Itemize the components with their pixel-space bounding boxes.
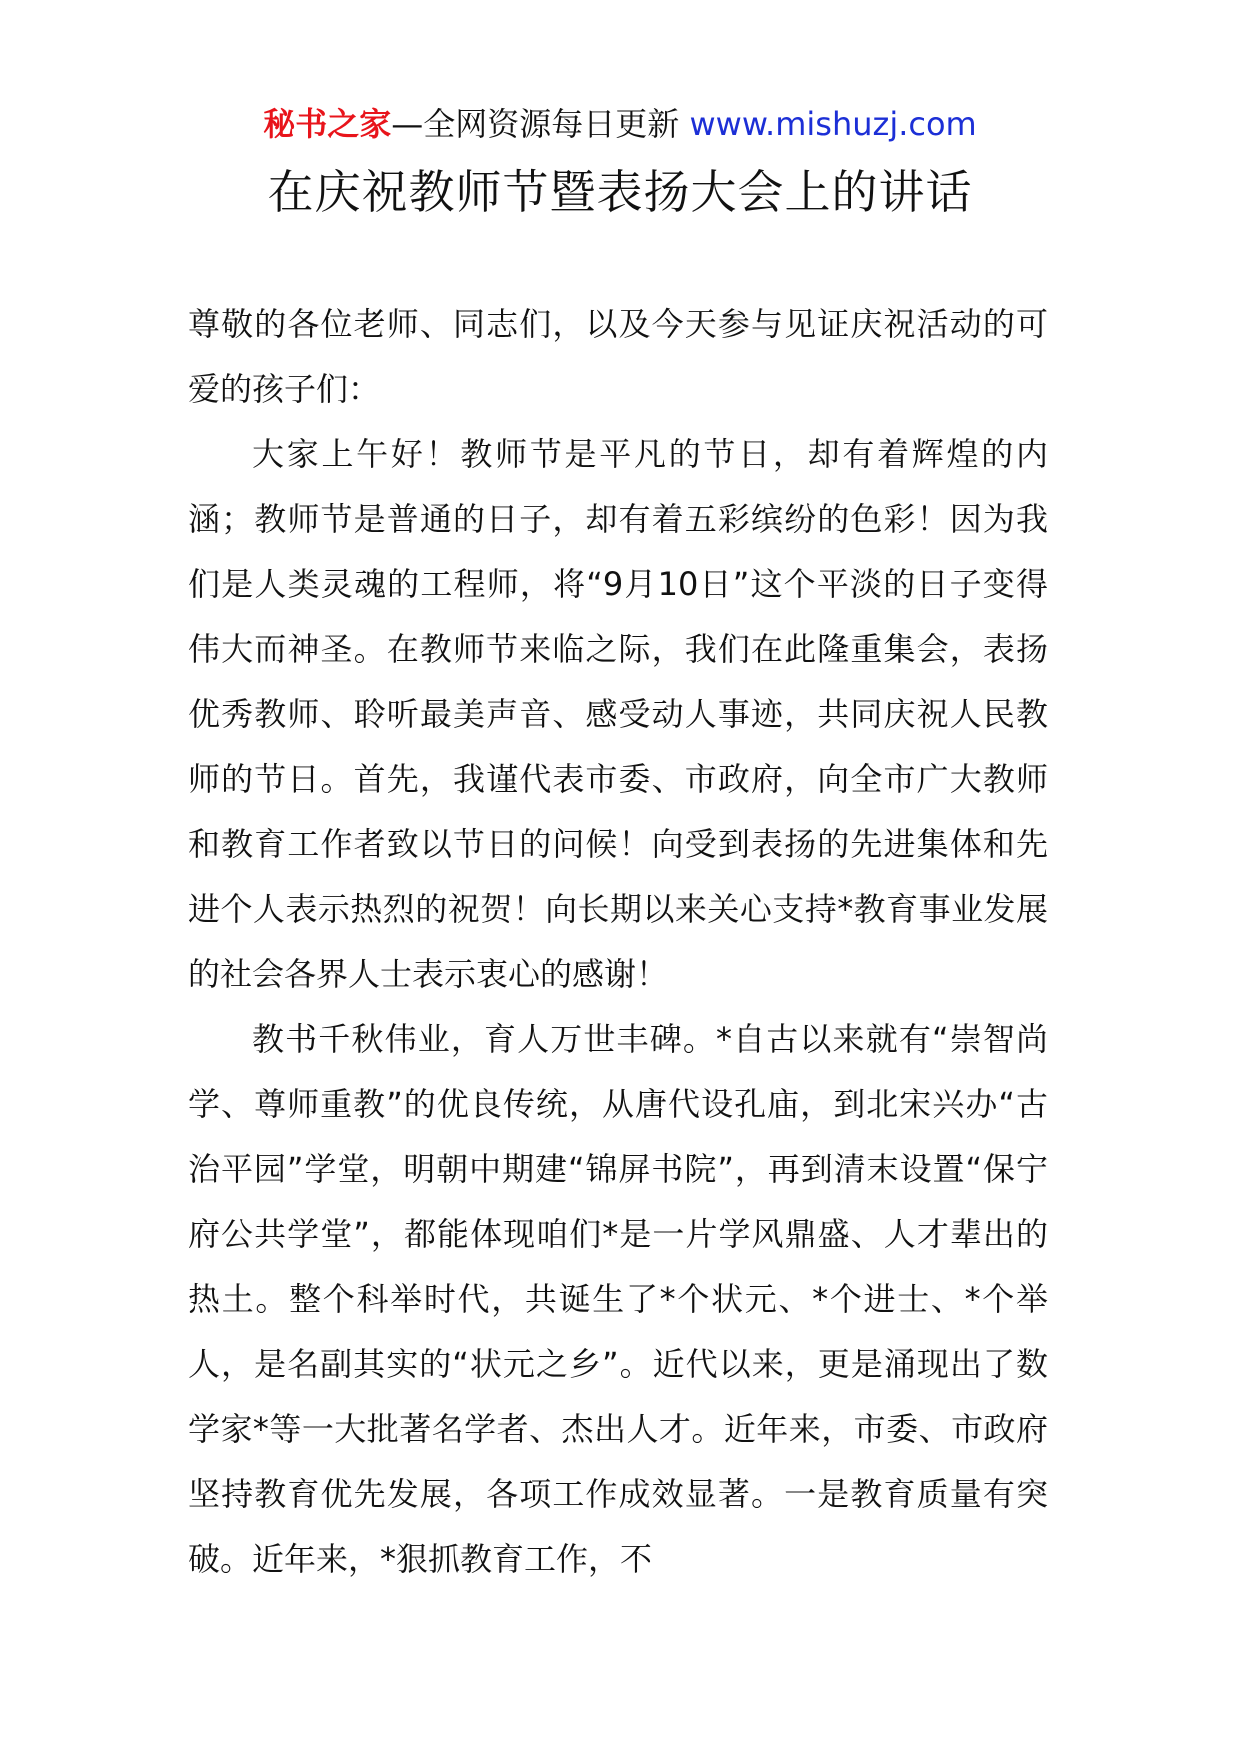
document-title: 在庆祝教师节暨表扬大会上的讲话 — [267, 165, 973, 219]
body-paragraph: 大家上午好！教师节是平凡的节日，却有着辉煌的内涵；教师节是普通的日子，却有着五彩缤纷的色彩！因为我们是人类灵魂的工程师，将“9月10日”这个平淡的日子变得伟大而神圣。在教师节来临之际，我们在此隆重集会，表扬优秀教师、聆听最美声音、感受动人事迹，共同庆祝人民教师的节日。首先，我谨代表市委、市政府，向全市广大教师和教育工作者致以节日的问候！向受到表扬的先进集体和先进个人表示热烈的祝贺！向长期以来关心支持*教育事业发展的社会各界人士表示衷心的感谢！ — [188, 435, 1048, 993]
document-body — [188, 292, 1048, 1592]
salutation-paragraph: 尊敬的各位老师、同志们，以及今天参与见证庆祝活动的可爱的孩子们： — [188, 305, 1048, 408]
site-tagline: —全网资源每日更新 — [391, 105, 690, 143]
site-header — [0, 104, 1240, 144]
site-url-link[interactable]: www.mishuzj.com — [689, 105, 977, 143]
site-brand: 秘书之家 — [263, 105, 392, 143]
body-paragraph: 教书千秋伟业，育人万世丰碑。*自古以来就有“崇智尚学、尊师重教”的优良传统，从唐代设孔庙，到北宋兴办“古治平园”学堂，明朝中期建“锦屏书院”，再到清末设置“保宁府公共学堂”，都能体现咱们*是一片学风鼎盛、人才辈出的热土。整个科举时代，共诞生了*个状元、*个进士、*个举人，是名副其实的“状元之乡”。近代以来，更是涌现出了数学家*等一大批著名学者、杰出人才。近年来，市委、市政府坚持教育优先发展，各项工作成效显著。一是教育质量有突破。近年来，*狠抓教育工作，不 — [188, 1020, 1048, 1578]
